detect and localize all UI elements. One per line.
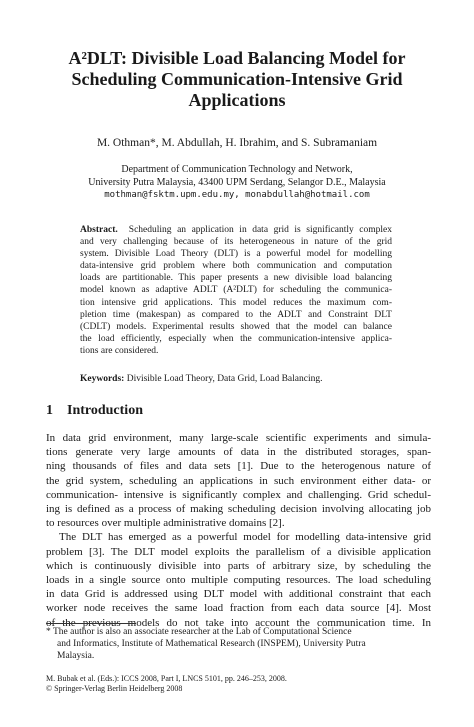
affiliation (30, 164, 444, 202)
title-line-1: A²DLT: Divisible Load Balancing Model for (68, 48, 406, 68)
abstract-line: and very challenging because of its heterogeneous in nature of the grid (80, 237, 392, 248)
body-line: problem [3]. The DLT model exploits the parallelism of a divisible application (46, 545, 431, 558)
abstract-line: (CDLT) models. Experimental results showed that the model can balance (80, 321, 392, 332)
body-line: ing is defined as a process of making scheduling decision involving allocating job (46, 503, 431, 516)
keywords-label: Keywords: (80, 374, 125, 384)
author-list: M. Othman*, M. Abdullah, H. Ibrahim, and S. Subramaniam (96, 137, 378, 149)
body-line: In data grid environment, many large-scale scientific experiments and simula- (46, 432, 431, 444)
abstract-line: tion intensive grid applications. This model reduces the maximum com- (80, 297, 392, 308)
body-line: in data Grid is addressed using DLT model with additional constraint that each (46, 588, 431, 601)
title-line-3: Applications (188, 90, 286, 110)
body-line: to resources over multiple administrative domains [2]. (46, 517, 285, 530)
footnote-line: Malaysia. (57, 651, 95, 661)
abstract-line-text: Scheduling an application in data grid is significantly complex (128, 225, 392, 235)
abstract (80, 224, 392, 357)
body-line: the grid system, scheduling an applications in such environment either data- or (46, 474, 431, 487)
body-text (46, 431, 431, 630)
abstract-line: the load efficiently, especially when the communication-intensive applica- (80, 333, 392, 344)
section-heading (46, 403, 143, 419)
body-line: tions generate very large amounts of data in the distributed storages, span- (46, 446, 431, 459)
body-line: ning thousands of files and data sets [1]. Due to the heterogenous nature of (46, 460, 431, 473)
publication-citation (46, 674, 287, 694)
body-line: The DLT has emerged as a powerful model for modelling data-intensive grid (59, 531, 431, 544)
section-title: Introduction (67, 403, 143, 418)
abstract-line: model known as adaptive ADLT (A²DLT) for scheduling the communica- (80, 285, 392, 296)
body-line: which is continuously divisible into parts of arbitrary size, by scheduling the (46, 559, 431, 572)
footnote (46, 626, 431, 662)
title-line-2: Scheduling Communication-Intensive Grid (71, 69, 403, 89)
body-line: communication- intensive is significantly complex and challenging. Grid schedul- (46, 488, 431, 501)
keywords (80, 374, 392, 384)
abstract-line: tions are considered. (80, 345, 159, 356)
body-line: worker node receives the same load fraction from each data source [4]. Most (46, 602, 431, 615)
abstract-line: pletion time (makespan) as compared to the ADLT and Constraint DLT (80, 309, 392, 320)
footnote-line: and Informatics, Institute of Mathematical Research (INSPEM), University Putra (57, 639, 366, 649)
footnote-rule (46, 623, 136, 624)
abstract-line: data-intensive grid problem where both communication and computation (80, 261, 392, 272)
affiliation-line-2: University Putra Malaysia, 43400 UPM Serdang, Selangor D.E., Malaysia (88, 176, 386, 188)
abstract-line: loads are partitionable. This paper presents a new divisible load balancing (80, 273, 392, 284)
section-number: 1 (46, 403, 53, 418)
author-emails: mothman@fsktm.upm.edu.my, monabdullah@hotmail.com (104, 190, 370, 200)
body-line: loads in a single source onto multiple computing resources. The load scheduling (46, 574, 431, 587)
keywords-text: Divisible Load Theory, Data Grid, Load Balancing. (126, 374, 323, 384)
affiliation-line-1: Department of Communication Technology and Network, (121, 164, 353, 175)
paper-title (30, 48, 444, 111)
citation-line: M. Bubak et al. (Eds.): ICCS 2008, Part I, LNCS 5101, pp. 246–253, 2008. (46, 674, 287, 683)
abstract-label: Abstract. (80, 225, 118, 235)
copyright-line: © Springer-Verlag Berlin Heidelberg 2008 (46, 684, 183, 693)
footnote-line: * The author is also an associate researcher at the Lab of Computational Science (46, 627, 352, 637)
keywords-line (80, 374, 392, 384)
body-line: of the previous models do not take into account the communication time. In (46, 616, 431, 629)
abstract-line (80, 224, 392, 236)
abstract-line: system. Divisible Load Theory (DLT) is a powerful model for modelling (80, 249, 392, 260)
